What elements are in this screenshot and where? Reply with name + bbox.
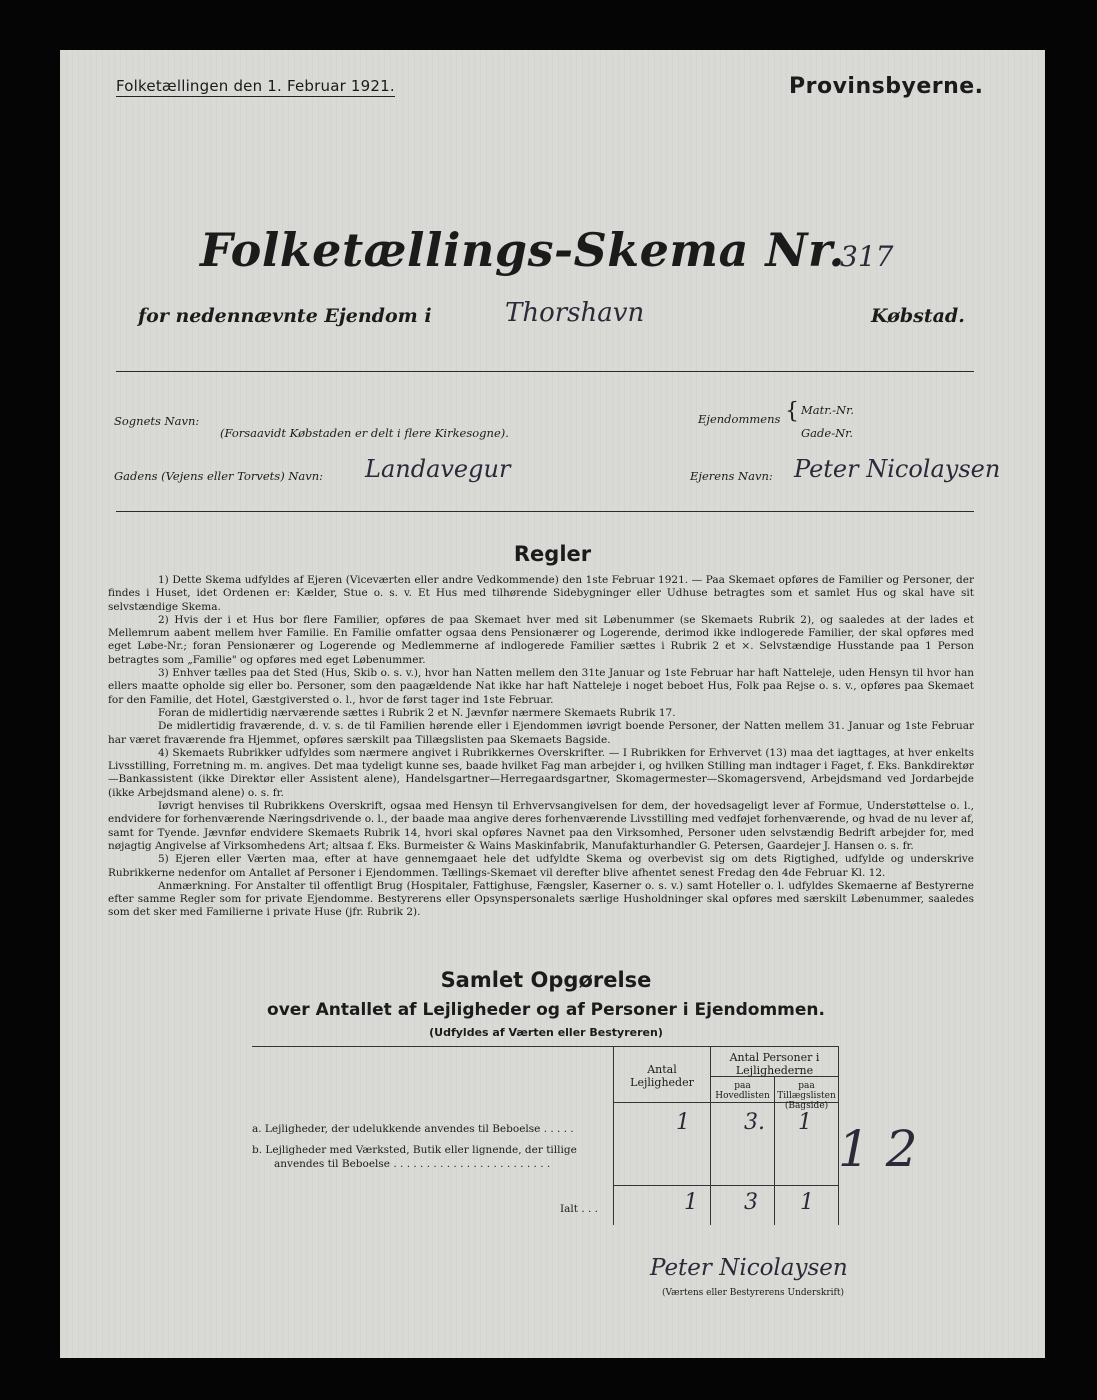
rule-paragraph: 1) Dette Skema udfyldes af Ejeren (Viceværten eller andre Vedkommende) den 1ste Februar 1921. — Paa Skemaet opføres de Familier og Personer, der findes i Huset, idet Ordenen er: Kælder, Stue o. s. v. Et Hus med tilhørende Sidebygninger eller Udhuse betragtes som et samlet Hus og skal have sit selvstændige Skema. (108, 574, 974, 613)
row-a-apartments: 1 (676, 1110, 690, 1135)
table-line (613, 1046, 614, 1225)
divider-top (116, 371, 974, 372)
margin-total-handwritten: 1 2 (838, 1120, 918, 1178)
owner-label: Ejerens Navn: (690, 469, 773, 483)
col-supplement-list-header: paa Tillægslisten (Bagside) (777, 1081, 836, 1111)
rule-paragraph: 3) Enhver tælles paa det Sted (Hus, Skib o. s. v.), hvor han Natten mellem den 31te Januar og 1ste Februar har haft Natteleje, uden Hensyn til hvor han ellers maatte opholde sig eller bo. Personer, som den paagældende Nat ikke har haft Natteleje i noget beboet Hus, Folk paa Rejse o. s. v., opføres paa Skemaet for den Familie, det Hotel, Gæstgiversted o. l., hvor de først tager ind 1ste Februar. (108, 667, 974, 706)
census-form (60, 50, 1045, 1358)
street-name-handwritten: Landavegur (365, 455, 511, 483)
host-signature: Peter Nicolaysen (650, 1255, 848, 1281)
total-main-persons: 3 (744, 1190, 758, 1215)
parish-label: Sognets Navn: (114, 414, 200, 428)
rule-paragraph: Iøvrigt henvises til Rubrikkens Overskrift, ogsaa med Hensyn til Erhvervsangivelsen for dem, der hovedsageligt lever af Formue, Understøttelse o. l., endvidere for forhenværende Næringsdrivende o. l., der baade maa angive deres forhenværende Livsstilling med vedføjet forhenværende, og hvad de nu lever af, samt for Tyende. Jævnfør endvidere Skemaets Rubrik 14, hvori skal opføres Navnet paa den Virksomhed, Personer uden selvstændig Bedrift arbejder for, med nøjagtig Angivelse af Virksomhedens Art; altsaa f. Eks. Burmeister & Wains Maskinfabrik, Manufakturhandler G. Petersen, Gaardejer J. Hansen o. s. fr. (108, 800, 974, 852)
rule-paragraph: Anmærkning. For Anstalter til offentligt Brug (Hospitaler, Fattighuse, Fængsler, Kaserner o. s. v.) samt Hoteller o. l. udfyldes Skemaerne af Bestyrerne efter samme Regler som for private Ejendomme. Bestyrerens eller Opsynspersonalets særlige Husholdninger skal opføres med særskilt Løbenummer, saaledes som det sker med Familierne i private Huse (jfr. Rubrik 2). (108, 879, 974, 919)
rule-paragraph: 4) Skemaets Rubrikker udfyldes som nærmere angivet i Rubrikkernes Overskrifter. — I Rubrikken for Erhvervet (13) maa det iagttages, at hver enkelts Livsstilling, Forretning m. m. angives. Det maa tydeligt kunne ses, baade hvilket Fag man arbejder i, og hvilken Stilling man indtager i Faget, f. Eks. Bankdirektør—Bankassistent (ikke Direktør eller Assistent alene), Handelsgartner—Herregaardsgartner, Skomagermester—Skomagersvend, Arbejdsmand ved Jordarbejde (ikke Arbejdsmand alene) o. s. fr. (108, 746, 974, 799)
owner-name-handwritten: Peter Nicolaysen (794, 455, 1001, 483)
parish-note: (Forsaavidt Købstaden er delt i flere Kirkesogne). (220, 426, 509, 440)
subtitle-prefix: for nedennævnte Ejendom i (138, 305, 432, 327)
row-b-label: b. Lejligheder med Værksted, Butik eller lignende, der tillige (252, 1144, 577, 1156)
form-number-handwritten: 317 (840, 240, 894, 273)
subtitle-suffix: Købstad. (871, 305, 965, 327)
col-persons-header: Antal Personer i Lejlighederne (729, 1051, 820, 1077)
rule-paragraph: 2) Hvis der i et Hus bor flere Familier, opføres de paa Skemaet hver med sit Løbenummer (se Skemaets Rubrik 2), og saaledes at der lades et Mellemrum aabent mellem hver Familie. En Familie omfatter ogsaa dens Pensionærer og Logerende, derimod ikke indlogerede Familier, der skal opføres med eget Løbe-Nr.; foran Pensionærer og Logerende og Medlemmerne af indlogerede Familier sættes i Rubrik 2 et ×. Selvstændige Husstande paa 1 Person betragtes som „Familie" og opføres med eget Løbenummer. (108, 613, 974, 666)
rule-paragraph: 5) Ejeren eller Værten maa, efter at have gennemgaaet hele det udfyldte Skema og overbevist sig om dets Rigtighed, udfylde og underskrive Rubrikkerne nedenfor om Antallet af Personer i Ejendommen. Tællings-Skemaet vil derefter blive afhentet senest Fredag den 4de Februar Kl. 12. (108, 853, 974, 879)
row-a-main-persons: 3. (744, 1110, 765, 1135)
street-name-label: Gadens (Vejens eller Torvets) Navn: (114, 469, 324, 483)
table-line (613, 1185, 838, 1186)
brace-left: { (785, 399, 799, 424)
summary-note: (Udfyldes af Værten eller Bestyreren) (429, 1026, 663, 1039)
total-supplement-persons: 1 (800, 1190, 814, 1215)
table-line (774, 1076, 775, 1225)
divider-middle (116, 511, 974, 512)
row-b-label-cont: anvendes til Beboelse . . . . . . . . . . . . . . . . . . . . . . . . (274, 1158, 551, 1170)
row-a-label: a. Lejligheder, der udelukkende anvendes til Beboelse . . . . . (252, 1123, 574, 1135)
rules-text (108, 574, 974, 920)
region-header: Provinsbyerne. (789, 74, 984, 99)
rules-heading: Regler (513, 542, 592, 566)
gade-nr-label: Gade-Nr. (801, 426, 854, 440)
col-apartments-header: Antal Lejligheder (630, 1063, 694, 1089)
rule-paragraph: De midlertidig fraværende, d. v. s. de til Familien hørende eller i Ejendommen iøvrigt boende Personer, der Natten mellem 31. Januar og 1ste Februar har været fraværende fra Hjemmet, opføres særskilt paa Tillægslisten paa Skemaets Bagside. (108, 720, 974, 746)
row-total-label: Ialt . . . (560, 1203, 599, 1215)
signature-label: (Værtens eller Bestyrerens Underskrift) (662, 1288, 845, 1298)
total-apartments: 1 (684, 1190, 698, 1215)
table-line (710, 1046, 711, 1225)
property-label: Ejendommens (698, 412, 781, 426)
row-a-supplement-persons: 1 (798, 1110, 812, 1135)
summary-heading: Samlet Opgørelse (440, 968, 652, 992)
form-title: Folketællings-Skema Nr. (200, 223, 845, 277)
rule-paragraph: Foran de midlertidig nærværende sættes i Rubrik 2 et N. Jævnfør nærmere Skemaets Rubrik 17. (158, 706, 676, 719)
matr-label: Matr.-Nr. (801, 403, 854, 417)
col-main-list-header: paa Hovedlisten (715, 1081, 770, 1101)
table-top-rule (252, 1046, 838, 1047)
census-date-header: Folketællingen den 1. Februar 1921. (116, 77, 395, 95)
summary-subheading: over Antallet af Lejligheder og af Personer i Ejendommen. (267, 1000, 825, 1020)
town-handwritten: Thorshavn (505, 298, 645, 328)
